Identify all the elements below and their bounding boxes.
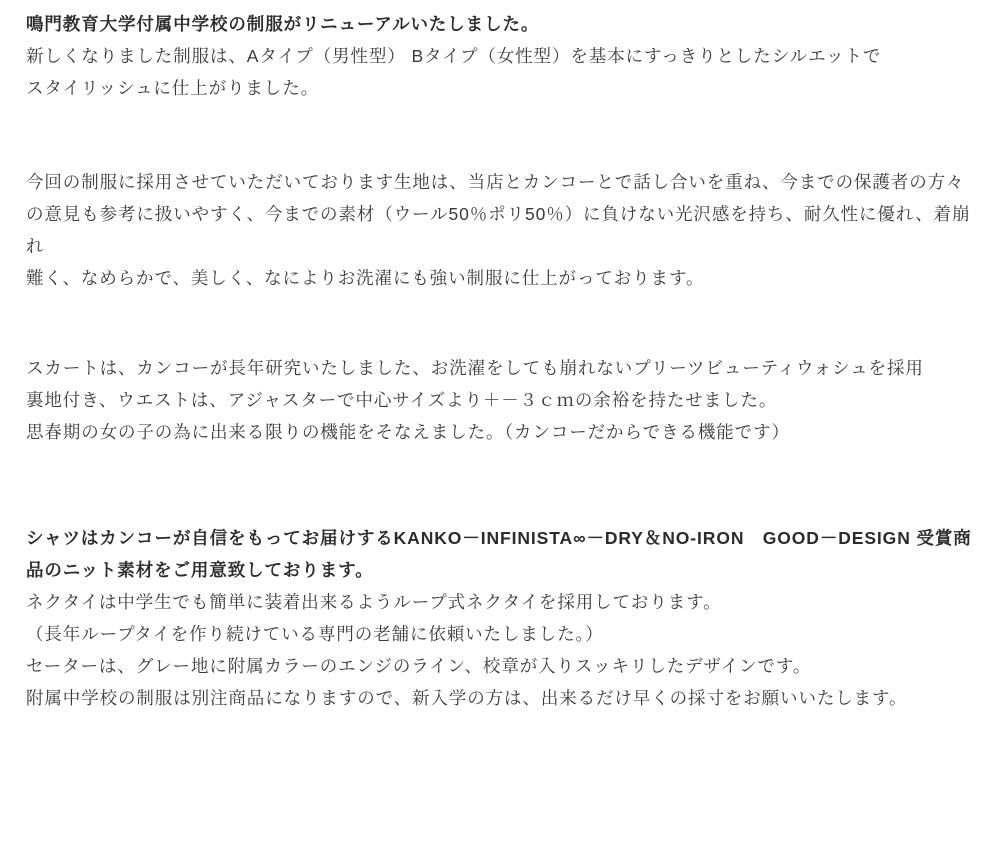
body-line: 附属中学校の制服は別注商品になりますので、新入学の方は、出来るだけ早くの採寸をお願いいたします。 <box>26 688 908 708</box>
body-line: 新しくなりました制服は、Aタイプ（男性型） Bタイプ（女性型）を基本にすっきりとしたシルエットで <box>26 46 882 66</box>
body-line: （長年ループタイを作り続けている専門の老舗に依頼いたしました。） <box>26 624 604 644</box>
paragraph-gap <box>26 294 974 352</box>
paragraph-gap <box>26 104 974 166</box>
body-line: 裏地付き、ウエストは、アジャスターで中心サイズより＋－３ｃｍの余裕を持たせました。 <box>26 390 778 410</box>
body-line: スタイリッシュに仕上がりました。 <box>26 78 319 98</box>
paragraph-intro <box>26 8 974 104</box>
body-line: スカートは、カンコーが長年研究いたしました、お洗濯をしても崩れないプリーツビューティウォシュを採用 <box>26 358 924 378</box>
heading-line: 鳴門教育大学付属中学校の制服がリニューアルいたしました。 <box>26 14 540 34</box>
body-line: 難く、なめらかで、美しく、なによりお洗濯にも強い制服に仕上がっております。 <box>26 268 705 288</box>
body-line: 今回の制服に採用させていただいております生地は、当店とカンコーとで話し合いを重ね、今までの保護者の方々 <box>26 172 965 192</box>
subheading-line: シャツはカンコーが自信をもってお届けするKANKO－INFINISTA∞－DRY＆NO-IRON GOOD－DESIGN 受賞商品のニット素材をご用意致しております。 <box>26 528 972 580</box>
paragraph-skirt <box>26 352 974 448</box>
paragraph-gap <box>26 448 974 522</box>
body-line: の意見も参考に扱いやすく、今までの素材（ウール50％ポリ50％）に負けない光沢感を持ち、耐久性に優れ、着崩れ <box>26 204 971 256</box>
body-line: セーターは、グレー地に附属カラーのエンジのライン、校章が入りスッキリしたデザインです。 <box>26 656 812 676</box>
paragraph-fabric <box>26 166 974 294</box>
paragraph-shirt <box>26 522 974 714</box>
body-line: ネクタイは中学生でも簡単に装着出来るようループ式ネクタイを採用しております。 <box>26 592 722 612</box>
body-line: 思春期の女の子の為に出来る限りの機能をそなえました。（カンコーだからできる機能です） <box>26 422 790 442</box>
